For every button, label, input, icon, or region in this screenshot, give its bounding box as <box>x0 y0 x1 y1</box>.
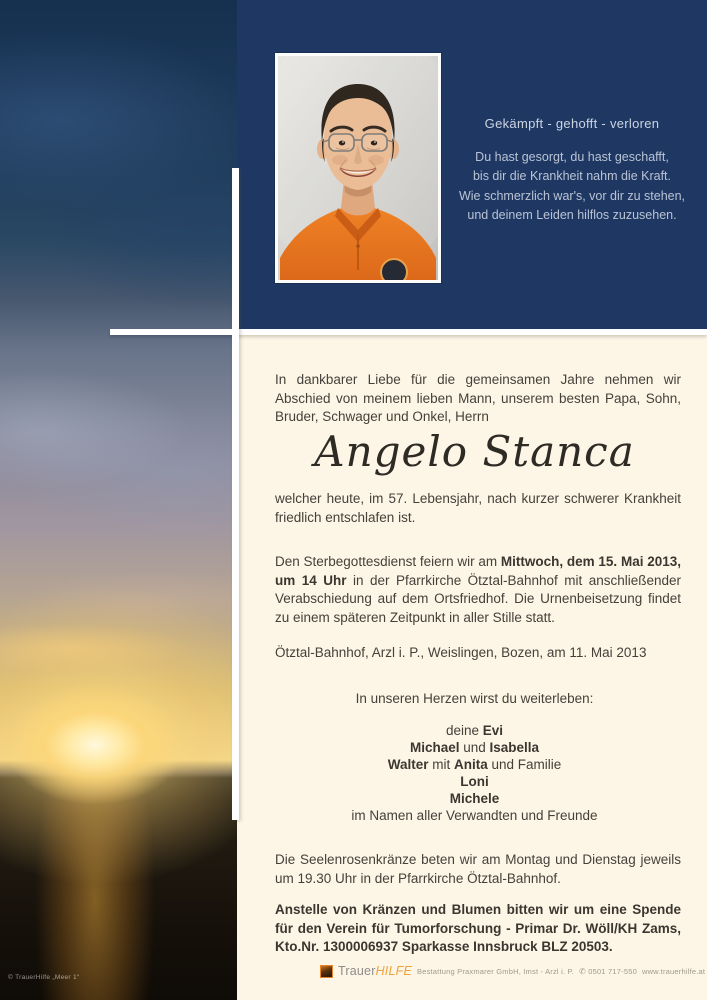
family-closing: im Namen aller Verwandten und Freunde <box>351 808 598 823</box>
verse-line: bis dir die Krankheit nahm die Kraft. <box>472 169 672 184</box>
trauerhilfe-footer <box>320 961 706 981</box>
family-name: Walter <box>387 757 429 772</box>
family-name: Evi <box>482 723 504 738</box>
footer-company: Bestattung Praxmarer GmbH, Imst - Arzl i. P. <box>417 966 575 976</box>
family-list <box>242 722 707 824</box>
family-line <box>242 756 707 773</box>
family-plain: und <box>459 740 490 755</box>
brand-hilfe: HILFE <box>375 964 412 978</box>
intro-paragraph: In dankbarer Liebe für die gemeinsamen Jahre nehmen wir Abschied von meinem lieben Mann, unserem besten Papa, Sohn, Bruder, Schwager und Onkel, Herrn <box>275 372 681 425</box>
brand-trauer: Trauer <box>338 964 376 978</box>
deceased-name: Angelo Stanca <box>314 427 635 476</box>
family-name: Loni <box>460 774 489 789</box>
hearts-line: In unseren Herzen wirst du weiterleben: <box>355 691 594 706</box>
rosary-paragraph: Die Seelenrosenkränze beten wir am Montag und Dienstag jeweils um 19.30 Uhr in der Pfarrkirche Ötztal-Bahnhof. <box>275 852 681 886</box>
verse-line: und deinem Leiden hilflos zuzusehen. <box>467 208 677 223</box>
deceased-photo <box>275 53 441 283</box>
family-line <box>242 722 707 739</box>
phone-icon: ✆ <box>579 966 586 976</box>
family-plain: und Familie <box>487 757 562 772</box>
family-name: Anita <box>453 757 488 772</box>
dateline: Ötztal-Bahnhof, Arzl i. P., Weislingen, Bozen, am 11. Mai 2013 <box>275 645 647 660</box>
motto: Gekämpft - gehofft - verloren <box>484 116 660 131</box>
family-name: Michael <box>409 740 460 755</box>
donation-paragraph: Anstelle von Kränzen und Blumen bitten wir um eine Spende für den Verein für Tumorforschung - Primar Dr. Wöll/KH Zams, Kto.Nr. 1300006937 Sparkasse Innsbruck BLZ 20503. <box>275 902 681 955</box>
family-name: Michele <box>449 791 500 806</box>
family-line <box>242 739 707 756</box>
family-line <box>242 790 707 807</box>
verse-line: Du hast gesorgt, du hast geschafft, <box>475 150 669 164</box>
verse-line: Wie schmerzlich war's, vor dir zu stehen, <box>458 188 686 203</box>
memorial-verse <box>437 148 707 226</box>
cross-horizontal-bar <box>110 329 707 335</box>
family-plain: deine <box>445 723 483 738</box>
phone-number: 0501 717-550 <box>588 966 637 976</box>
service-datetime: Mittwoch, dem 15. Mai 2013, um 14 Uhr <box>275 554 681 588</box>
footer-phone <box>579 967 637 976</box>
sunset-ocean-photo <box>0 0 237 1000</box>
family-name: Isabella <box>489 740 540 755</box>
family-line <box>242 773 707 790</box>
cross-vertical-bar <box>232 168 239 820</box>
trauerhilfe-brand <box>338 964 412 978</box>
service-suffix: in der Pfarrkirche Ötztal-Bahnhof mit anschließender Verabschiedung auf dem Ortsfriedhof. Die Urnenbeisetzung findet zu einem späteren Zeitpunkt in aller Stille statt. <box>275 572 681 625</box>
service-prefix: Den Sterbegottesdienst feiern wir am <box>275 554 501 569</box>
service-paragraph <box>275 553 681 628</box>
footer-website: www.trauerhilfe.at <box>641 966 706 976</box>
portrait-illustration <box>278 56 438 280</box>
trauerhilfe-logo-icon <box>320 965 333 978</box>
family-plain: mit <box>428 757 454 772</box>
photo-credit: © TrauerHilfe „Meer 1“ <box>8 974 80 981</box>
death-note: welcher heute, im 57. Lebensjahr, nach kurzer schwerer Krankheit friedlich entschlafen ist. <box>275 491 681 525</box>
